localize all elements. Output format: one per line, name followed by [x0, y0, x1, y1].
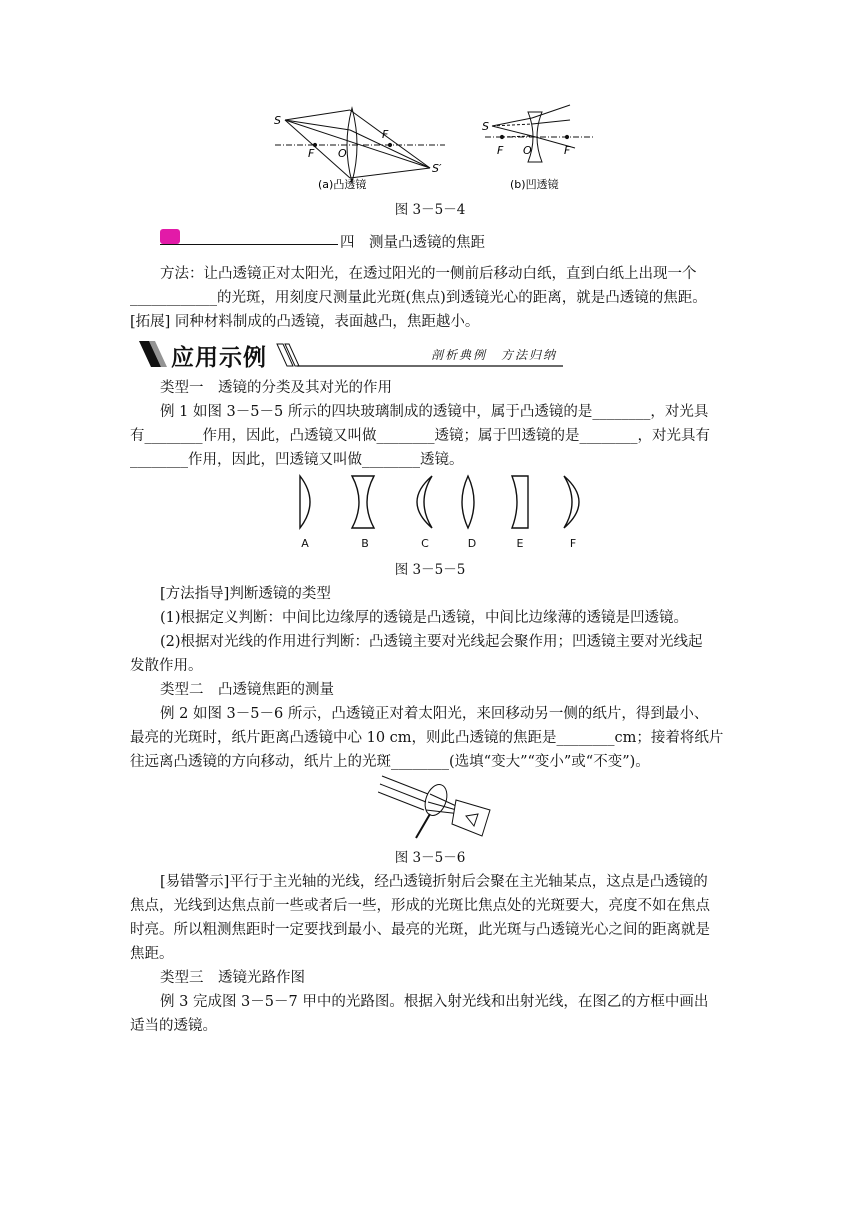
lens-d	[462, 476, 474, 528]
figure-3-5-4	[270, 100, 600, 195]
guide-2-line-2: 发散作用。	[130, 658, 203, 674]
type1-title: 类型一 透镜的分类及其对光的作用	[160, 380, 392, 396]
lens-b	[352, 476, 374, 528]
method-line-2: ____________的光斑，用刻度尺测量此光斑(焦点)到透镜光心的距离，就是凸透镜的焦距。	[130, 290, 707, 306]
banner-title: 应用示例	[171, 345, 267, 371]
label-f-b-left: F	[497, 144, 504, 157]
ex1-line-3: ________作用，因此，凹透镜又叫做________透镜。	[130, 452, 464, 468]
lens-f	[564, 476, 579, 528]
method-line-1: 方法：让凸透镜正对太阳光，在透过阳光的一侧前后移动白纸，直到白纸上出现一个	[160, 266, 697, 282]
banner-tag: 剖析典例 方法归纳	[431, 348, 558, 362]
caption-b: (b)凹透镜	[510, 178, 559, 191]
label-s-b: S	[482, 120, 489, 133]
label-o-b: O	[523, 144, 532, 157]
section-marker	[160, 229, 180, 244]
warn-line-4: 焦距。	[130, 946, 174, 962]
guide-1: (1)根据定义判断：中间比边缘厚的透镜是凸透镜，中间比边缘薄的透镜是凹透镜。	[160, 610, 689, 626]
ex3-line-1: 例 3 完成图 3－5－7 甲中的光路图。根据入射光线和出射光线，在图乙的方框中画出	[160, 994, 709, 1010]
label-f-right: F	[382, 128, 389, 141]
type2-title: 类型二 凸透镜焦距的测量	[160, 682, 334, 698]
warn-line-3: 时亮。所以粗测焦距时一定要找到最小、最亮的光斑，此光斑与凸透镜光心之间的距离就是	[130, 922, 710, 938]
lens-label-f: F	[569, 537, 577, 550]
ex2-line-1: 例 2 如图 3－5－6 所示，凸透镜正对着太阳光，来回移动另一侧的纸片，得到最小、	[160, 706, 709, 722]
figure-3-5-6-caption: 图 3－5－6	[394, 850, 466, 866]
ex1-line-1: 例 1 如图 3－5－5 所示的四块玻璃制成的透镜中，属于凸透镜的是________，对光具	[160, 404, 709, 420]
lens-label-a: A	[301, 537, 309, 550]
label-f-left: F	[308, 147, 315, 160]
section-title: 四 测量凸透镜的焦距	[340, 235, 485, 251]
ex2-line-3: 往远离凸透镜的方向移动，纸片上的光斑________(选填“变大”“变小”或“不变”)。	[130, 754, 650, 770]
label-s: S	[274, 114, 281, 127]
lens-label-b: B	[361, 537, 369, 550]
lens-c	[417, 476, 432, 528]
warn-line-1: [易错警示]平行于主光轴的光线，经凸透镜折射后会聚在主光轴某点，这点是凸透镜的	[160, 874, 708, 890]
extend-note: [拓展] 同种材料制成的凸透镜，表面越凸，焦距越小。	[130, 314, 480, 330]
figure-3-5-6	[378, 770, 498, 842]
lens-e	[512, 476, 528, 528]
ex1-line-2: 有________作用，因此，凸透镜又叫做________透镜；属于凹透镜的是________，对光具有	[130, 428, 710, 444]
lens-label-c: C	[421, 537, 429, 550]
label-f-b-right: F	[564, 144, 571, 157]
ex3-line-2: 适当的透镜。	[130, 1018, 217, 1034]
warn-line-2: 焦点，光线到达焦点前一些或者后一些，形成的光斑比焦点处的光斑要大，亮度不如在焦点	[130, 898, 710, 914]
caption-a: (a)凸透镜	[318, 178, 367, 191]
banner	[135, 338, 725, 370]
guide-2-line-1: (2)根据对光线的作用进行判断：凸透镜主要对光线起会聚作用；凹透镜主要对光线起	[160, 634, 703, 650]
guide-title: [方法指导]判断透镜的类型	[160, 586, 331, 602]
lens-label-d: D	[467, 537, 477, 550]
label-s-prime: S′	[432, 162, 442, 175]
lens-a	[300, 476, 310, 528]
convex-lens-diagram	[275, 108, 445, 182]
lens-label-e: E	[516, 537, 524, 550]
ex2-line-2: 最亮的光斑时，纸片距离凸透镜中心 10 cm，则此凸透镜的焦距是________cm；接着将纸片	[130, 730, 724, 746]
figure-3-5-4-caption: 图 3－5－4	[394, 202, 466, 218]
section-rule	[160, 244, 338, 245]
figure-3-5-5	[290, 472, 600, 532]
type3-title: 类型三 透镜光路作图	[160, 970, 305, 986]
figure-3-5-5-caption: 图 3－5－5	[394, 562, 466, 578]
label-o: O	[338, 147, 347, 160]
